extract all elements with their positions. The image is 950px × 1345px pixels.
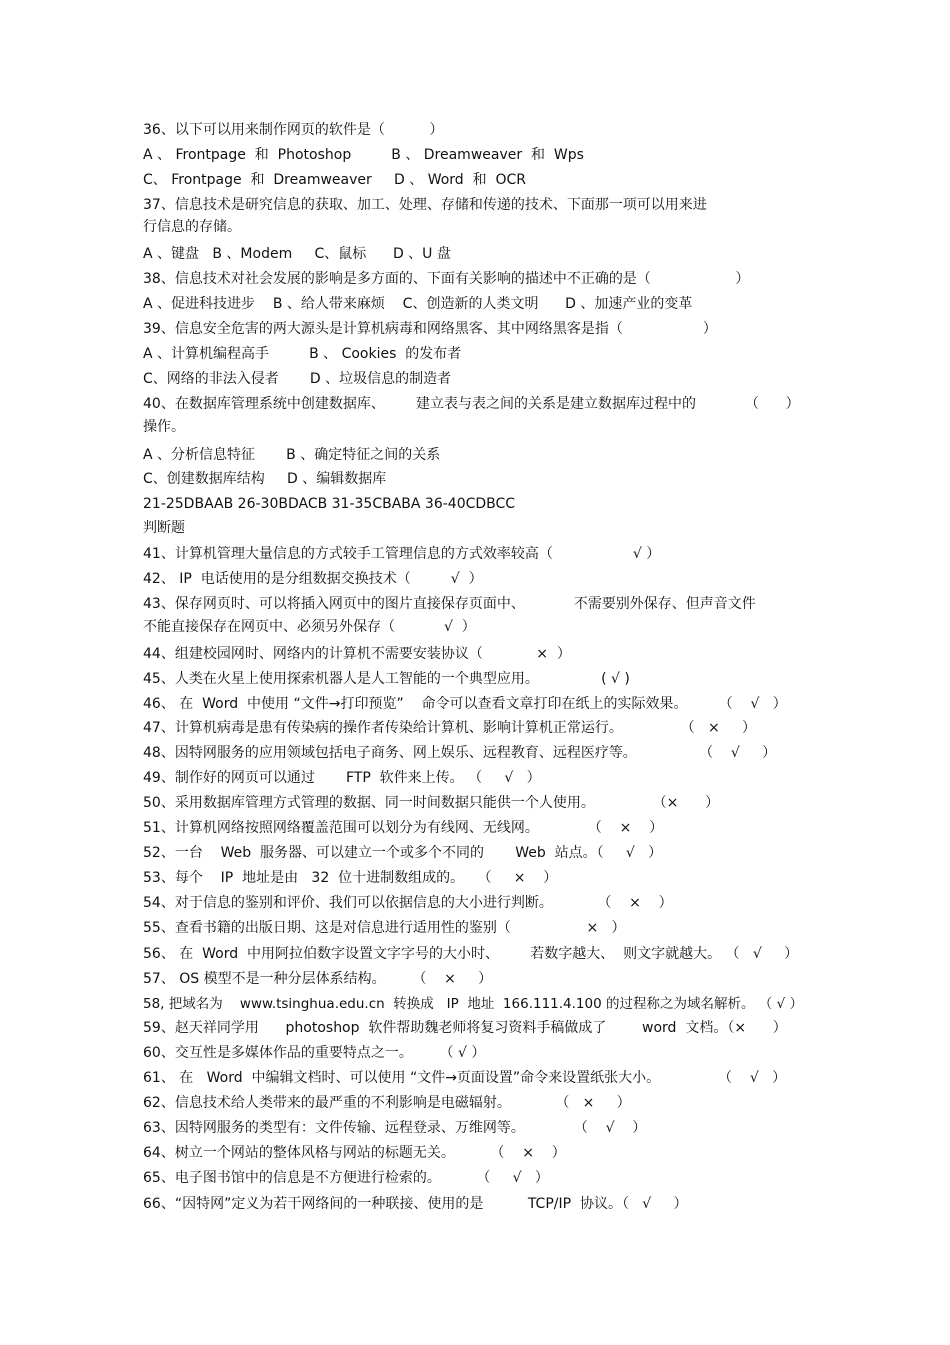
judge-42: 42、 IP 电话使用的是分组数据交换技术（ √ ）: [143, 571, 483, 587]
question-37: 37、信息技术是研究信息的获取、加工、处理、存储和传递的技术、下面那一项可以用来进: [143, 197, 707, 213]
judge-61: 61、 在 Word 中编辑文档时、可以使用 “文件→页面设置”命令来设置纸张大小。 （ √ ）: [143, 1070, 787, 1086]
judge-52: 52、一台 Web 服务器、可以建立一个或多个不同的 Web 站点。（ √ ）: [143, 845, 663, 861]
question-39-options-cd: C、网络的非法入侵者 D 、垃圾信息的制造者: [143, 371, 452, 387]
judge-53: 53、每个 IP 地址是由 32 位十进制数组成的。 （ × ）: [143, 870, 558, 886]
judge-56: 56、 在 Word 中用阿拉伯数字设置文字字号的大小时、 若数字越大、 则文字就越大。 （ √ ）: [143, 946, 799, 962]
judge-62: 62、信息技术给人类带来的最严重的不利影响是电磁辐射。 （ × ）: [143, 1095, 631, 1111]
question-40-options-ab: A 、分析信息特征 B 、确定特征之间的关系: [143, 447, 441, 463]
question-40-cont: 操作。: [143, 419, 185, 435]
question-38: 38、信息技术对社会发展的影响是多方面的、下面有关影响的描述中不正确的是（ ）: [143, 271, 750, 287]
judge-57: 57、 OS 模型不是一种分层体系结构。 （ × ）: [143, 971, 493, 987]
judge-43: 43、保存网页时、可以将插入网页中的图片直接保存页面中、 不需要别外保存、但声音文件: [143, 596, 756, 612]
question-36: 36、以下可以用来制作网页的软件是（ ）: [143, 122, 444, 138]
judge-55: 55、查看书籍的出版日期、这是对信息进行适用性的鉴别（ × ）: [143, 920, 626, 936]
judge-58: 58, 把域名为 www.tsinghua.edu.cn 转换成 IP 地址 166.111.4.100 的过程称之为域名解析。 （ √ ）: [143, 996, 803, 1012]
judge-66: 66、“因特网”定义为若干网络间的一种联接、使用的是 TCP/IP 协议。（ √ ）: [143, 1196, 688, 1212]
question-37-options: A 、键盘 B 、Modem C、鼠标 D 、U 盘: [143, 246, 451, 262]
judge-47: 47、计算机病毒是患有传染病的操作者传染给计算机、影响计算机正常运行。 （ × ）: [143, 720, 756, 736]
judge-59: 59、赵天祥同学用 photoshop 软件帮助魏老师将复习资料手稿做成了 word 文档。（× ）: [143, 1020, 787, 1036]
judge-45: 45、人类在火星上使用探索机器人是人工智能的一个典型应用。 ( √ ): [143, 671, 630, 687]
judge-50: 50、采用数据库管理方式管理的数据、同一时间数据只能供一个人使用。 （× ）: [143, 795, 720, 811]
judge-64: 64、树立一个网站的整体风格与网站的标题无关。 （ × ）: [143, 1145, 566, 1161]
question-39: 39、信息安全危害的两大源头是计算机病毒和网络黑客、其中网络黑客是指（ ）: [143, 321, 717, 337]
question-36-options-ab: A 、 Frontpage 和 Photoshop B 、 Dreamweaver 和 Wps: [143, 147, 584, 163]
judge-43-cont: 不能直接保存在网页中、必须另外保存（ √ ）: [143, 619, 476, 635]
judge-49: 49、制作好的网页可以通过 FTP 软件来上传。 （ √ ）: [143, 770, 541, 786]
judge-44: 44、组建校园网时、网络内的计算机不需要安装协议（ × ）: [143, 646, 571, 662]
question-36-options-cd: C、 Frontpage 和 Dreamweaver D 、 Word 和 OCR: [143, 172, 526, 188]
section-heading: 判断题: [143, 520, 185, 536]
question-39-options-ab: A 、计算机编程高手 B 、 Cookies 的发布者: [143, 346, 462, 362]
question-40: 40、在数据库管理系统中创建数据库、 建立表与表之间的关系是建立数据库过程中的 （ ）: [143, 396, 800, 412]
judge-60: 60、交互性是多媒体作品的重要特点之一。 （ √ ）: [143, 1045, 486, 1061]
judge-65: 65、电子图书馆中的信息是不方便进行检索的。 （ √ ）: [143, 1170, 549, 1186]
question-40-options-cd: C、创建数据库结构 D 、编辑数据库: [143, 471, 387, 487]
judge-41: 41、计算机管理大量信息的方式较手工管理信息的方式效率较高（ √ ）: [143, 546, 661, 562]
judge-54: 54、对于信息的鉴别和评价、我们可以依据信息的大小进行判断。 （ × ）: [143, 895, 673, 911]
question-38-options: A 、促进科技进步 B 、给人带来麻烦 C、创造新的人类文明 D 、加速产业的变革: [143, 296, 693, 312]
judge-48: 48、因特网服务的应用领域包括电子商务、网上娱乐、远程教育、远程医疗等。 （ √ ）: [143, 745, 777, 761]
question-37-cont: 行信息的存储。: [143, 219, 241, 235]
judge-46: 46、 在 Word 中使用 “文件→打印预览” 命令可以查看文章打印在纸上的实际效果。 （ √ ）: [143, 696, 787, 712]
judge-63: 63、因特网服务的类型有：文件传输、远程登录、万维网等。 （ √ ）: [143, 1120, 647, 1136]
judge-51: 51、计算机网络按照网络覆盖范围可以划分为有线网、无线网。 （ × ）: [143, 820, 664, 836]
answer-key: 21-25DBAAB 26-30BDACB 31-35CBABA 36-40CDBCC: [143, 496, 516, 512]
